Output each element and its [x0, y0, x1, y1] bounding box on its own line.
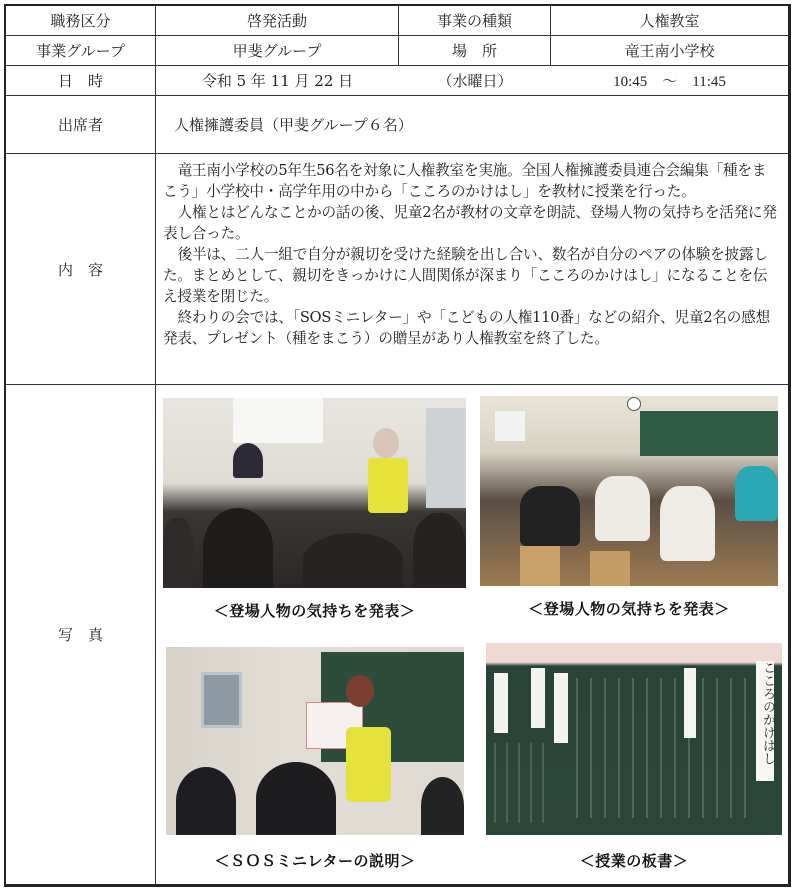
row-photos: [6, 385, 788, 884]
label-datetime: 日 時: [6, 66, 156, 95]
label-business-group: 事業グループ: [6, 36, 156, 65]
photo-group-discussion: [480, 396, 778, 586]
photo-blackboard: [486, 643, 782, 835]
content-paragraph: 終わりの会では、「SOSミニレター」や「こどもの人権110番」などの紹介、児童2名の感想発表、プレゼント（種をまこう）の贈呈があり人権教室を終了した。: [163, 309, 770, 347]
value-job-category: 啓発活動: [156, 6, 399, 35]
row-category: [6, 6, 788, 36]
blackboard-title: こころのかけはし: [756, 661, 774, 781]
row-group: [6, 36, 788, 66]
photo-caption: ＜ＳＯＳミニレターの説明＞: [214, 852, 416, 870]
content-paragraph: 後半は、二人一組で自分が親切を受けた経験を出し合い、数名が自分のペアの体験を披露した。まとめとして、親切をきっかけに人間関係が深まり「こころのかけはし」になることを伝え授業を閉じた。: [163, 246, 768, 305]
row-datetime: [6, 66, 788, 96]
value-attendees: 人権擁護委員（甲斐グループ６名）: [174, 116, 413, 134]
report-table: [4, 4, 791, 887]
photo-caption: ＜授業の板書＞: [579, 852, 689, 870]
row-attendees: [6, 96, 788, 154]
photo-caption: ＜登場人物の気持ちを発表＞: [528, 600, 730, 618]
label-business-type: 事業の種類: [399, 6, 551, 35]
value-business-type: 人権教室: [639, 12, 700, 30]
value-business-group: 甲斐グループ: [156, 36, 399, 65]
photo-sos-letter-explanation: [166, 647, 464, 835]
content-paragraph: 竜王南小学校の5年生56名を対象に人権教室を実施。全国人権擁護委員連合会編集「種をまこう」小学校中・高学年用の中から「こころのかけはし」を教材に授業を行った。: [163, 162, 767, 200]
row-content: [6, 154, 788, 385]
value-weekday: （水曜日）: [437, 72, 513, 90]
value-date: 令和 5 年 11 月 22 日: [201, 72, 354, 90]
label-attendees: 出席者: [6, 96, 156, 153]
value-time: 10:45 ～ 11:45: [613, 74, 726, 90]
label-content: 内 容: [6, 154, 156, 384]
value-location: 竜王南小学校: [624, 42, 715, 60]
content-paragraph: 人権とはどんなことかの話の後、児童2名が教材の文章を朗読、登場人物の気持ちを活発に発表し合った。: [163, 204, 777, 242]
label-photos: 写 真: [6, 385, 156, 884]
photo-students-presenting: [163, 398, 466, 588]
photo-caption: ＜登場人物の気持ちを発表＞: [213, 602, 416, 620]
content-text: [157, 154, 788, 384]
label-job-category: 職務区分: [6, 6, 156, 35]
label-location: 場 所: [399, 36, 551, 65]
